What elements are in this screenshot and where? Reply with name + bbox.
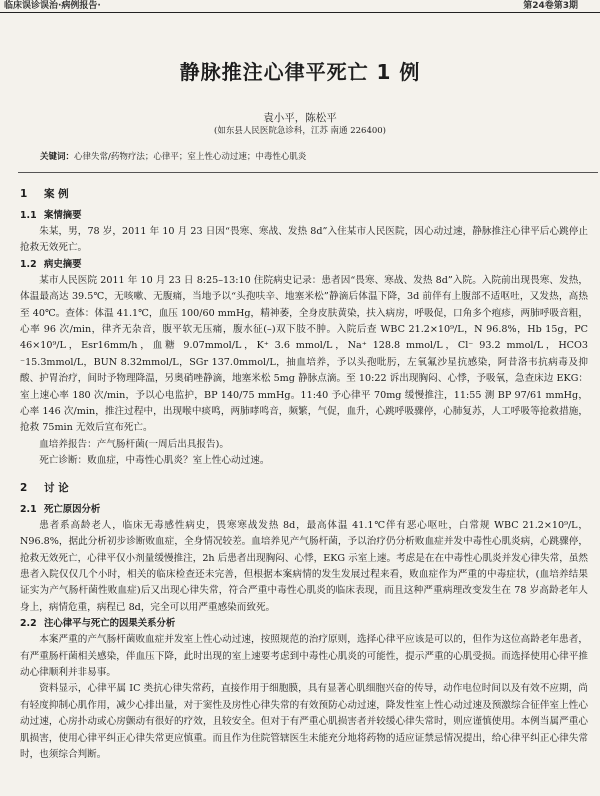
paragraph: 本案严重的产气肠杆菌败血症并发室上性心动过速，按照规范的治疗原则，选择心律平应该是可以的，但作为这位高龄老年患者，有严重肠杆菌相关感染，伴血压下降，此时出现的室上速要考虑到中毒性心肌炎的可能性，提示严重的心肌受损。而选择使用心律平推动心律顺利并非易事。 — [20, 634, 588, 678]
paragraph: 某市人民医院 2011 年 10 月 23 日 8:25–13:10 住院病史记录：患者因“畏寒、寒战、发热 8d”入院。入院前出现畏寒、发热，体温最高达 39.5℃，无咳嗽、无腹痛，当地予以“头孢呋辛、地塞米松”静滴后体温下降，3d 前伴有上腹部不适呕吐，又发热，高热至 40℃。查体：体温 41.1℃，血压 100/60 mmHg，精神萎，全身皮肤黄染，扶入病房，呼吸促，口角多个疱疹，两肺呼吸音粗，心率 96 次/min，律齐无杂音，腹平软无压痛，腹水征(–)双下肢不肿。入院后查 WBC 21.2×10⁹/L，N 96.8%，Hb 15g，PC 46×10⁹/L，Esr16mm/h，血糖 9.07mmol/L，K⁺ 3.6 mmol/L，Na⁺ 128.8 mmol/L，Cl⁻ 93.2 mmol/L，HCO3 ⁻15.3mmol/L，BUN 8.32mmol/L，SGr 137.0mmol/L，抽血培养，予以头孢吡肟，左氧氟沙星抗感染，阿昔洛韦抗病毒及抑酸、护胃治疗，间时予物理降温，另奥硝唑静滴，地塞米松 5mg 静脉点滴。至 10:22 诉出现胸闷、心悸，予吸氧，急查床边 EKG：室上速心率 180 次/min，予以心电监护，BP 140/75 mmHg。11:40 予心律平 70mg 缓慢推注，11:55 测 BP 97/61 mmHg，心率 146 次/min，推注过程中，出现喉中痰鸣，两肺哮鸣音，频繁，气促，血升，心跳呼吸骤停，心肺复苏，人工呼吸等抢救措施，抢救 75min 无效后宣布死亡。 — [20, 274, 588, 434]
running-header-right: 第24卷第3期 — [523, 1, 578, 11]
keywords-text: 心律失常/药物疗法；心律平；室上性心动过速；中毒性心肌炎 — [74, 152, 307, 162]
paragraph: 死亡诊断：败血症，中毒性心肌炎？室上性心动过速。 — [39, 455, 270, 467]
paragraph: 资料显示，心律平属 IC 类抗心律失常药，直接作用于细胞膜，具有显著心肌细胞兴奋的传导，动作电位时间以及有效不应期，尚有轻度抑制心肌作用，减少心排出量，对于窦性及房性心律失常的有效预防心动过速，降发性室上性心动过速及预激综合征伴室上性心动过速，心房扑动或心房颤动有很好的疗效，且较安全。但对于有严重心肌损害者并较缓心律失常时，则应谨慎使用。本例当属严重心肌损害，使用心律平纠正心律失常更应慎重。而且作为住院管辖医生未能充分地将药物的适应证禁忌情况提出，给心律平纠正心律失常时，也须综合判断。 — [20, 683, 588, 760]
article-affiliation: (如东县人民医院急诊科，江苏 南通 226400) — [214, 126, 386, 136]
subsection-heading-cause: 2.1 死亡原因分析 — [20, 503, 101, 515]
subsection-heading-history: 1.2 病史摘要 — [20, 258, 82, 270]
section-heading-discussion: 2 讨 论 — [20, 481, 69, 494]
paragraph: 患者系高龄老人，临床无毒感性病史，畏寒寒战发热 8d，最高体温 41.1℃伴有恶心呕吐，白常规 WBC 21.2×10⁹/L，N96.8%，据此分析初步诊断败血症，全身情况较差。血培养见产气肠杆菌，予以治疗仍分析败血症并发中毒性心肌炎病，心跳骤停，抢救无效死亡，心律平仅小剂量缓慢推注，2h 后患者出现胸闷、心悸，EKG 示室上速。考虑是在在中毒性心肌炎并发心律失常，虽然患者入院仅仅几个小时，相关的临床检查还未完善，但根据本案病情的发生发展过程来看，败血症作为严重的中毒症状，(血培养结果证实为产气肠杆菌性败血症)后又出现心律失常，符合严重中毒性心肌炎的临床表现，而且这种严重病理改变发生在 78 岁高龄老年人身上，病情危重，病程已 8d，完全可以用严重感染而致死。 — [20, 519, 588, 613]
keywords-line — [40, 150, 580, 162]
subsection-heading-causality: 2.2 注心律平与死亡的因果关系分析 — [20, 618, 176, 630]
article-title: 静脉推注心律平死亡 1 例 — [179, 60, 421, 84]
running-header-left: 临床误诊误治·病例报告· — [4, 1, 101, 11]
paragraph: 血培养报告：产气肠杆菌(一周后出具报告)。 — [39, 438, 229, 450]
running-header-bar — [0, 0, 600, 13]
article-authors: 袁小平，陈松平 — [263, 112, 337, 124]
keywords-label: 关键词： — [40, 152, 75, 162]
subsection-heading-summary: 1.1 案情摘要 — [20, 210, 82, 221]
article-body — [20, 184, 588, 763]
paragraph: 朱某，男，78 岁，2011 年 10 月 23 日因“畏寒、寒战、发热 8d”入住某市人民医院，因心动过速，静脉推注心律平后心跳停止抢救无效死亡。 — [20, 226, 588, 254]
header-divider — [18, 172, 598, 173]
section-heading-case: 1 案 例 — [20, 188, 69, 200]
